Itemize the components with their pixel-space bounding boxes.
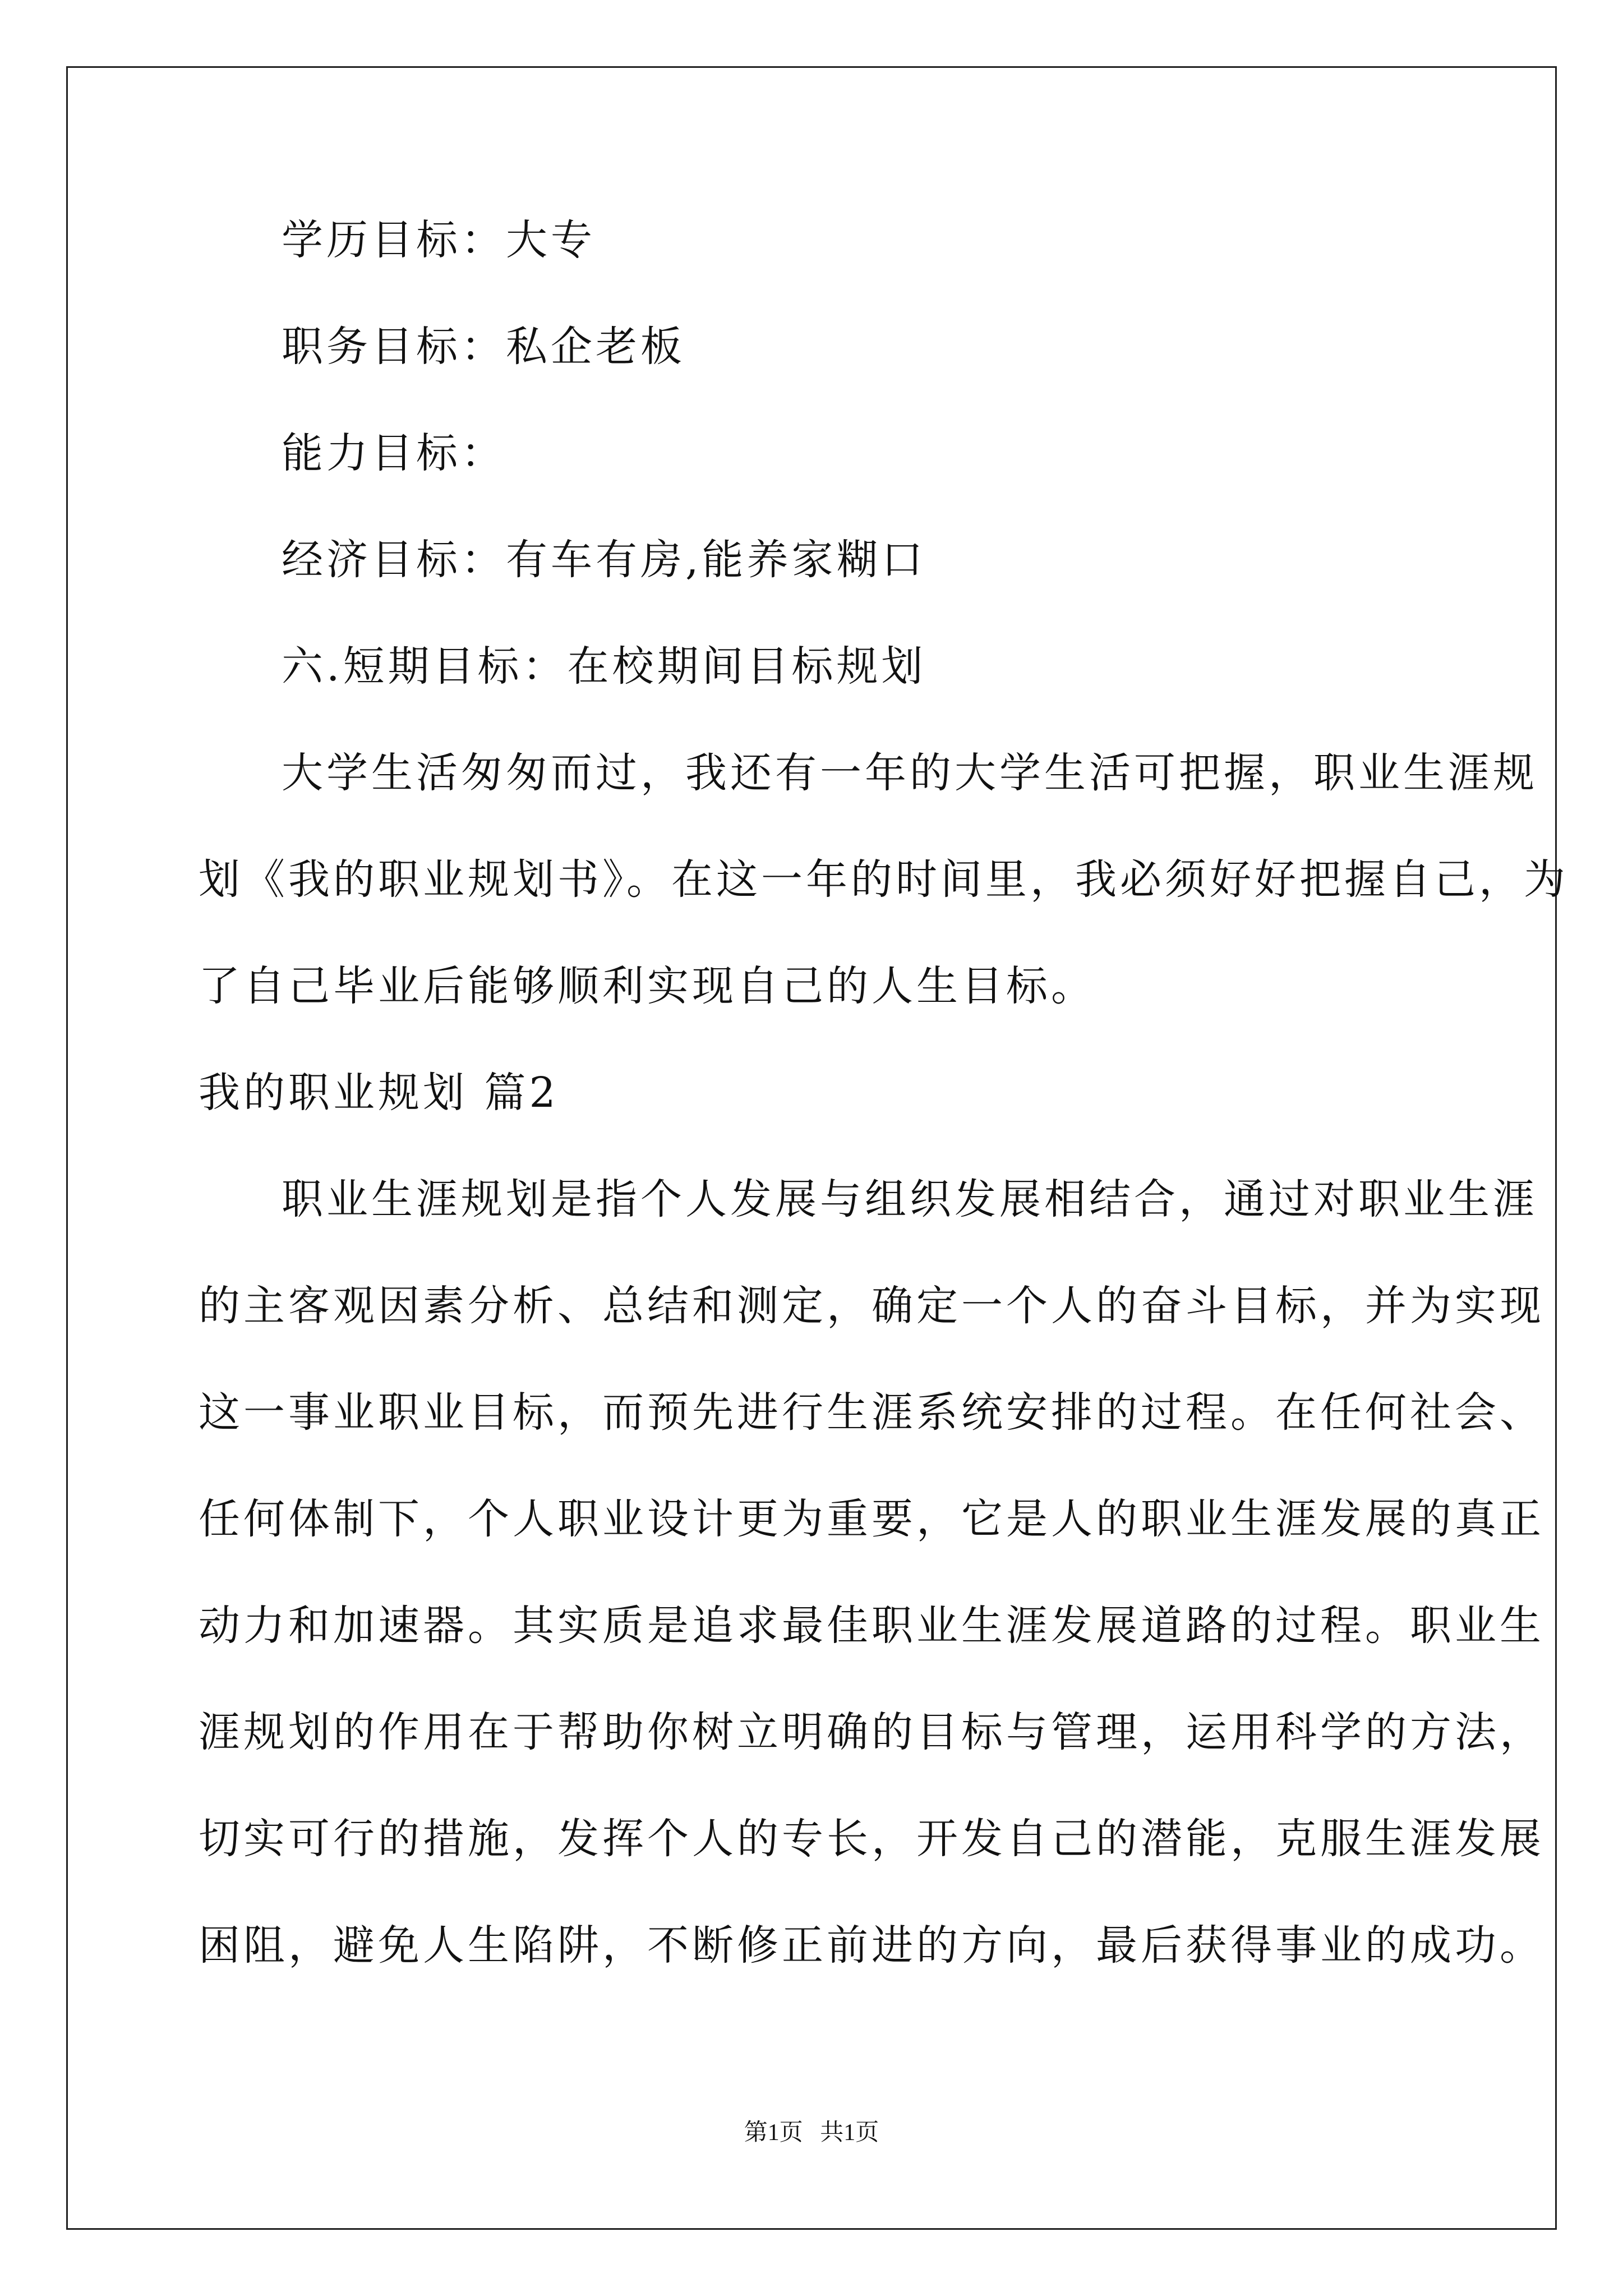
- text-line: 职业生涯规划是指个人发展与组织发展相结合，通过对职业生涯: [282, 1175, 1538, 1223]
- text-line: 涯规划的作用在于帮助你树立明确的目标与管理，运用科学的方法，: [199, 1708, 1544, 1756]
- page-footer: [0, 2119, 1623, 2147]
- section-heading: 六.短期目标：在校期间目标规划: [282, 642, 926, 691]
- text-line: 的主客观因素分析、总结和测定，确定一个人的奋斗目标，并为实现: [199, 1282, 1544, 1330]
- document-body: [199, 213, 1569, 1972]
- text-line: 切实可行的措施，发挥个人的专长，开发自己的潜能，克服生涯发展: [199, 1815, 1544, 1863]
- text-line: 任何体制下，个人职业设计更为重要，它是人的职业生涯发展的真正: [199, 1495, 1544, 1543]
- text-line: 了自己毕业后能够顺利实现自己的人生目标。: [199, 962, 1096, 1010]
- page-total: 共1页: [820, 2120, 879, 2146]
- text-line: 这一事业职业目标，而预先进行生涯系统安排的过程。在任何社会、: [199, 1388, 1544, 1437]
- article-title: 我的职业规划 篇2: [199, 1069, 559, 1117]
- text-line: 动力和加速器。其实质是追求最佳职业生涯发展道路的过程。职业生: [199, 1602, 1544, 1650]
- text-line: 学历目标：大专: [282, 216, 596, 264]
- page-number: 第1页: [744, 2120, 803, 2146]
- text-line: 能力目标：: [282, 429, 506, 477]
- text-line: 职务目标：私企老板: [282, 323, 685, 371]
- text-line: 大学生活匆匆而过，我还有一年的大学生活可把握，职业生涯规: [282, 749, 1538, 797]
- text-line: 经济目标：有车有房,能养家糊口: [282, 536, 926, 584]
- text-line: 划《我的职业规划书》。在这一年的时间里，我必须好好把握自己，为: [199, 855, 1569, 904]
- text-line: 困阻，避免人生陷阱，不断修正前进的方向，最后获得事业的成功。: [199, 1921, 1544, 1970]
